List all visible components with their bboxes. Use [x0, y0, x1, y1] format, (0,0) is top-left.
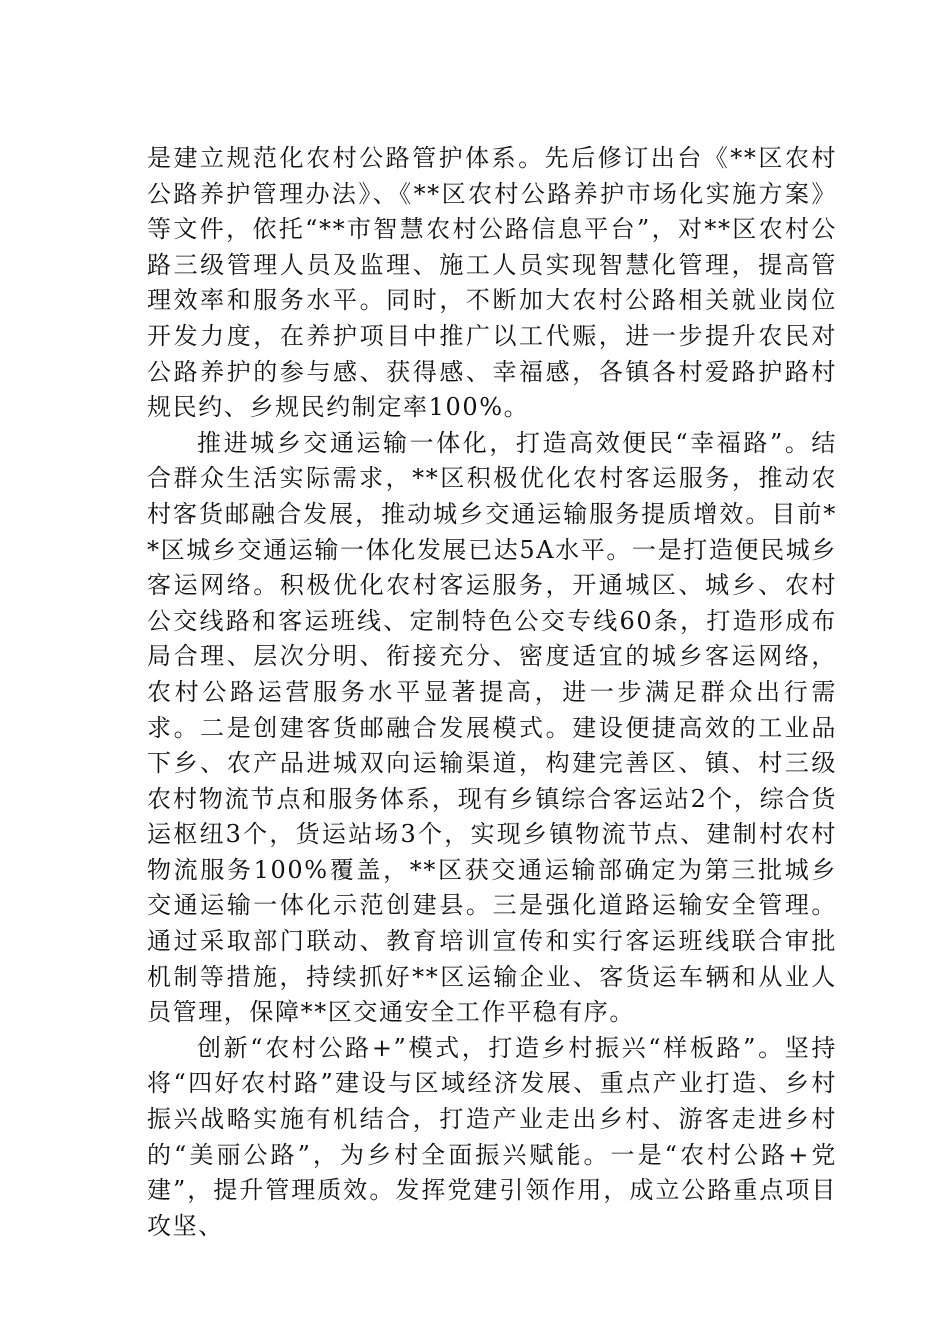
- document-body: [147, 141, 837, 1244]
- paragraph-road-maintenance-system: 是建立规范化农村公路管护体系。先后修订出台《**区农村公路养护管理办法》、《**区农村公路养护市场化实施方案》等文件，依托“**市智慧农村公路信息平台”，对**区农村公路三级管理人员及监理、施工人员实现智慧化管理，提高管理效率和服务水平。同时，不断加大农村公路相关就业岗位开发力度，在养护项目中推广以工代赈，进一步提升农民对公路养护的参与感、获得感、幸福感，各镇各村爱路护路村规民约、乡规民约制定率100%。: [147, 144, 837, 422]
- paragraph-urban-rural-transport: 推进城乡交通运输一体化，打造高效便民“幸福路”。结合群众生活实际需求，**区积极优化农村客运服务，推动农村客货邮融合发展，推动城乡交通运输服务提质增效。目前**区城乡交通运输一体化发展已达5A水平。一是打造便民城乡客运网络。积极优化农村客运服务，开通城区、城乡、农村公交线路和客运班线、定制特色公交专线60条，打造形成布局合理、层次分明、衔接充分、密度适宜的城乡客运网络，农村公路运营服务水平显著提高，进一步满足群众出行需求。二是创建客货邮融合发展模式。建设便捷高效的工业品下乡、农产品进城双向运输渠道，构建完善区、镇、村三级农村物流节点和服务体系，现有乡镇综合客运站2个，综合货运枢纽3个，货运站场3个，实现乡镇物流节点、建制村农村物流服务100%覆盖，**区获交通运输部确定为第三批城乡交通运输一体化示范创建县。三是强化道路运输安全管理。通过采取部门联动、教育培训宣传和实行客运班线联合审批机制等措施，持续抓好**区运输企业、客货运车辆和从业人员管理，保障**区交通安全工作平稳有序。: [147, 428, 837, 1027]
- paragraph-rural-road-plus-model: 创新“农村公路+”模式，打造乡村振兴“样板路”。坚持将“四好农村路”建设与区域经济发展、重点产业打造、乡村振兴战略实施有机结合，打造产业走出乡村、游客走进乡村的“美丽公路”，为乡村全面振兴赋能。一是“农村公路+党建”，提升管理质效。发挥党建引领作用，成立公路重点项目攻坚、: [147, 1033, 837, 1240]
